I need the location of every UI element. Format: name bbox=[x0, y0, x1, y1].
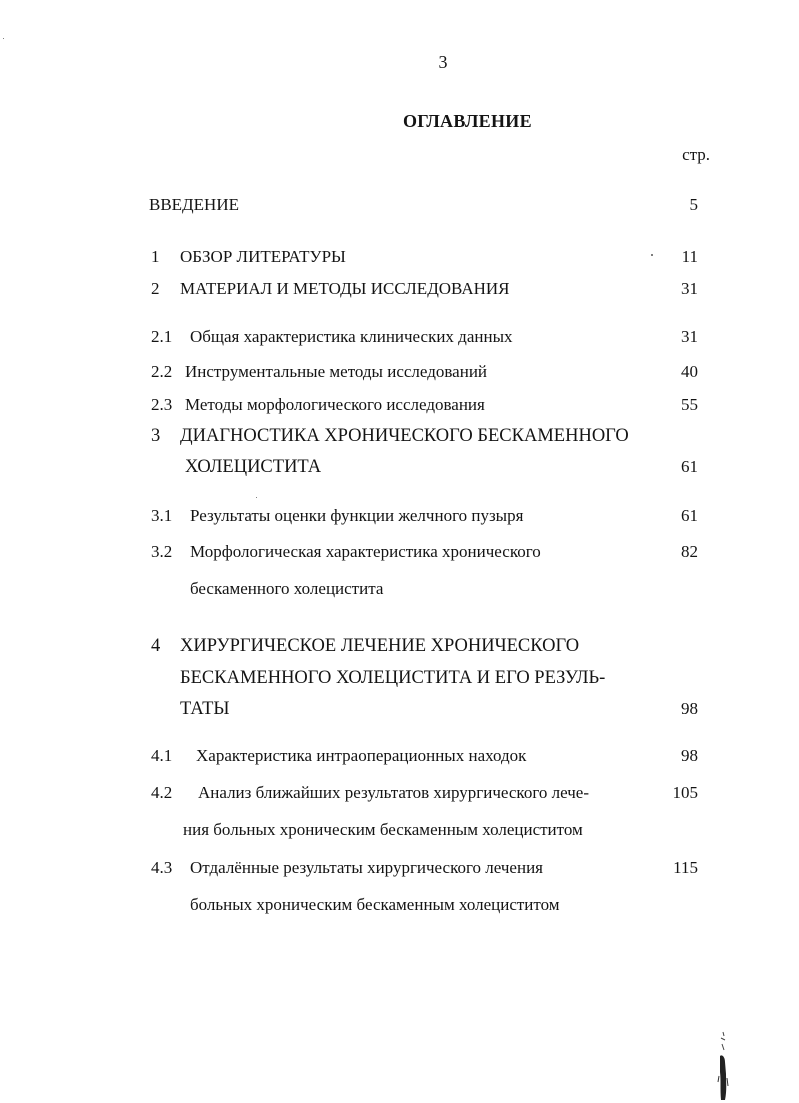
toc-entry-text: Морфологическая характеристика хронического bbox=[190, 542, 541, 561]
toc-entry-text: Отдалённые результаты хирургического лечения bbox=[190, 858, 543, 877]
page-number: 3 bbox=[438, 52, 448, 72]
toc-entry-number: 3 bbox=[151, 426, 161, 446]
toc-entry-text: ОБЗОР ЛИТЕРАТУРЫ bbox=[180, 247, 346, 266]
toc-entry-number: 2.2 bbox=[151, 362, 173, 381]
toc-entry-number: 2 bbox=[151, 279, 160, 298]
toc-entry-page: 11 bbox=[681, 247, 698, 266]
toc-entry-text-line2: больных хроническим бескаменным холециститом bbox=[190, 895, 560, 914]
toc-entry-text: ДИАГНОСТИКА ХРОНИЧЕСКОГО БЕСКАМЕННОГО bbox=[180, 426, 629, 446]
toc-entry-number: 4.2 bbox=[151, 783, 173, 802]
scan-mark bbox=[716, 1030, 730, 1102]
toc-entry-text: Инструментальные методы исследований bbox=[185, 362, 488, 381]
toc-entry-text: Анализ ближайших результатов хирургического лече- bbox=[198, 783, 589, 802]
toc-entry-text: МАТЕРИАЛ И МЕТОДЫ ИССЛЕДОВАНИЯ bbox=[180, 279, 510, 298]
toc-entry-page: 98 bbox=[681, 699, 698, 718]
toc-entry-text-line2: ния больных хроническим бескаменным холециститом bbox=[183, 820, 583, 839]
toc-entry-text-line2: бескаменного холецистита bbox=[190, 579, 384, 598]
toc-entry-number: 3.2 bbox=[151, 542, 173, 561]
toc-entry-page: 5 bbox=[689, 195, 698, 214]
toc-entry-page: 61 bbox=[681, 506, 698, 525]
toc-entry-page: 115 bbox=[673, 858, 698, 877]
scan-speck bbox=[3, 38, 4, 39]
toc-entry-page: 61 bbox=[681, 457, 698, 476]
toc-entry-number: 2.3 bbox=[151, 395, 173, 414]
toc-entry-page: 105 bbox=[672, 783, 698, 802]
toc-entry-page: 82 bbox=[681, 542, 698, 561]
toc-entry-page: 31 bbox=[681, 327, 698, 346]
toc-title: ОГЛАВЛЕНИЕ bbox=[403, 111, 532, 131]
toc-entry-text-line3: ТАТЫ bbox=[180, 699, 230, 719]
toc-entry-number: 3.1 bbox=[151, 506, 173, 525]
toc-entry-text: ВВЕДЕНИЕ bbox=[149, 195, 239, 214]
toc-entry-number: 4.3 bbox=[151, 858, 173, 877]
toc-entry-text: ХИРУРГИЧЕСКОЕ ЛЕЧЕНИЕ ХРОНИЧЕСКОГО bbox=[180, 636, 580, 656]
toc-entry-text: Характеристика интраоперационных находок bbox=[196, 746, 527, 765]
toc-entry-text: Результаты оценки функции желчного пузыря bbox=[190, 506, 524, 525]
toc-entry-text-line2: БЕСКАМЕННОГО ХОЛЕЦИСТИТА И ЕГО РЕЗУЛЬ- bbox=[180, 668, 606, 688]
scan-speck bbox=[651, 254, 653, 256]
toc-entry-page: 55 bbox=[681, 395, 698, 414]
toc-entry-text: Общая характеристика клинических данных bbox=[190, 327, 513, 346]
scan-speck bbox=[256, 497, 257, 498]
toc-entry-page: 31 bbox=[681, 279, 698, 298]
toc-entry-number: 4.1 bbox=[151, 746, 173, 765]
page-column-header: стр. bbox=[682, 145, 710, 164]
toc-entry-text-line2: ХОЛЕЦИСТИТА bbox=[185, 457, 322, 477]
toc-entry-text: Методы морфологического исследования bbox=[185, 395, 485, 414]
toc-entry-number: 1 bbox=[151, 247, 160, 266]
toc-entry-number: 2.1 bbox=[151, 327, 173, 346]
toc-entry-number: 4 bbox=[151, 636, 161, 656]
toc-entry-page: 98 bbox=[681, 746, 698, 765]
toc-entry-page: 40 bbox=[681, 362, 698, 381]
